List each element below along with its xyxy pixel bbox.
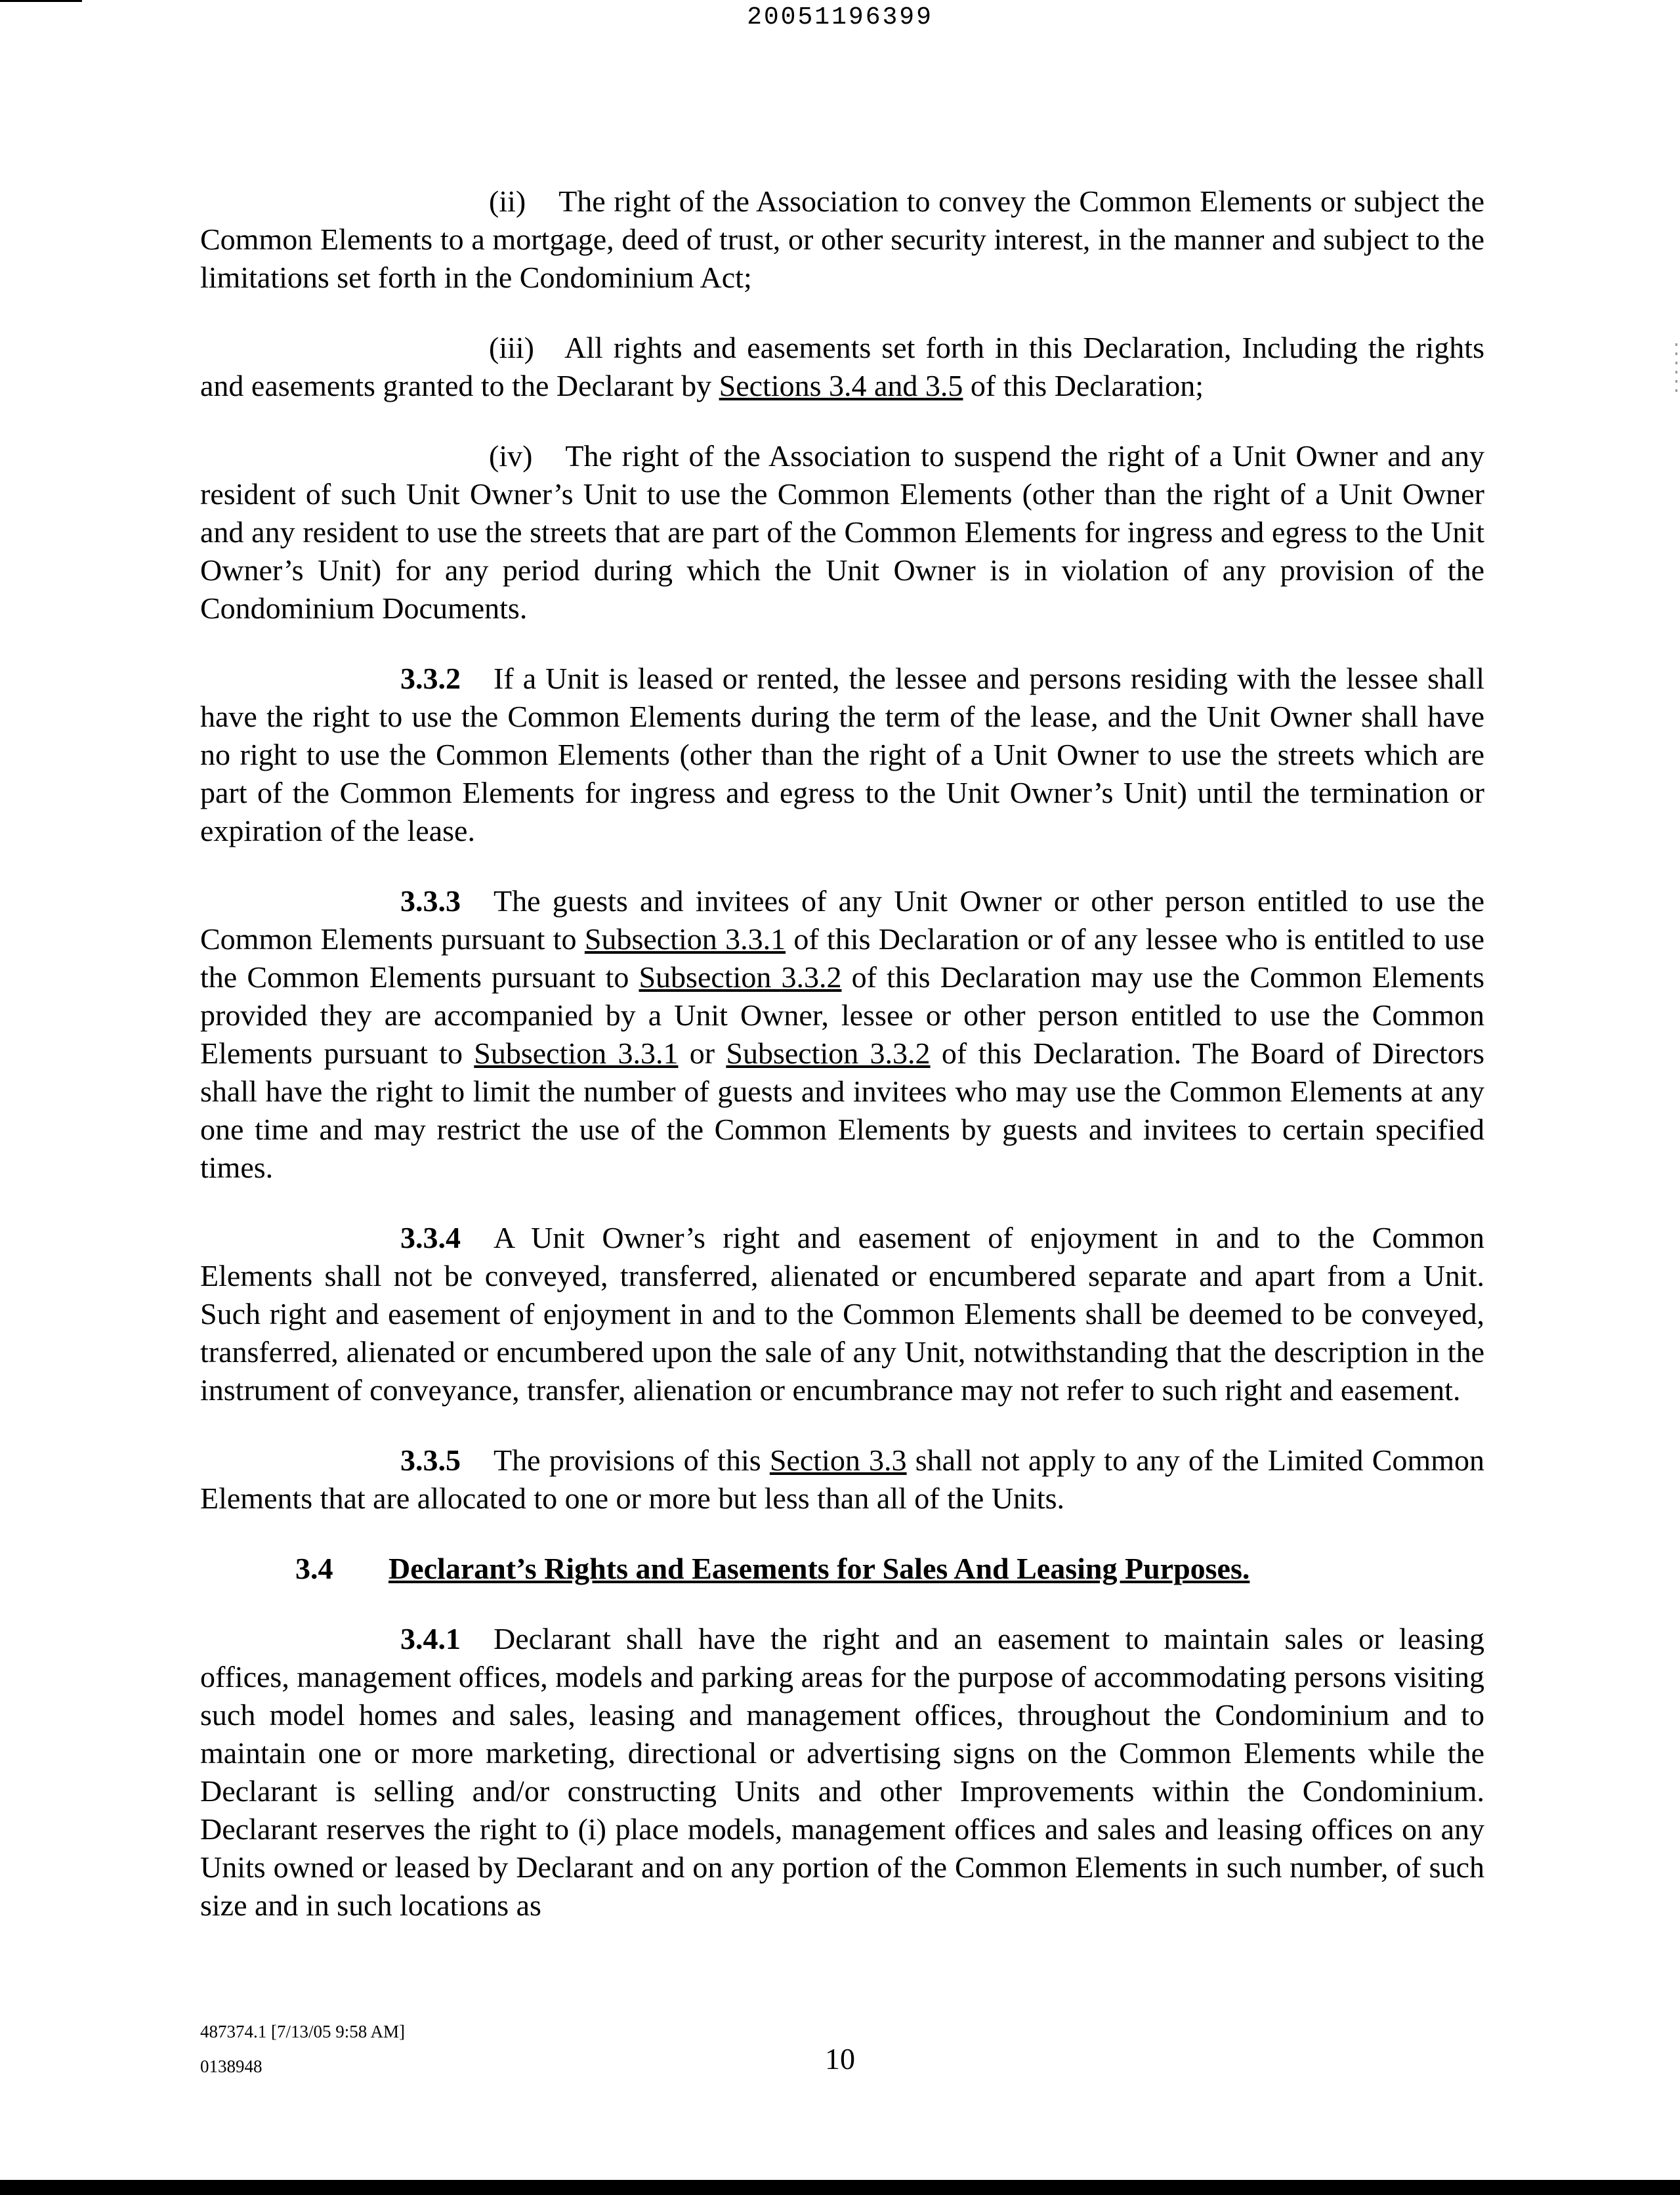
paragraph-label: 3.4.1: [400, 1622, 461, 1655]
paragraph-text: All rights and easements set forth in this Declaration, Including the rights and easements granted to the Declarant by: [200, 331, 1484, 402]
paragraph-text: of this Declaration may use the Common Elements provided they are accompanied by a Unit Owner, lessee or other person entitled to use the Common Elements pursuant to: [200, 960, 1484, 1070]
paragraph-text: shall not apply to any of the Limited Common Elements that are allocated to one or more but less than all of the Units.: [200, 1443, 1484, 1515]
subsection-reference: Subsection 3.3.2: [726, 1036, 931, 1070]
paragraph-3-4-1: [200, 1620, 1484, 1925]
page-number: 10: [825, 2042, 855, 2076]
subsection-reference: Subsection 3.3.2: [639, 960, 842, 994]
footer-document-reference: 487374.1 [7/13/05 9:58 AM]: [200, 2022, 406, 2041]
paragraph-text: of this Declaration. The Board of Directors shall have the right to limit the number of guests and invitees who may use the Common Elements at any one time and may restrict the use of the Common Elements by guests and invitees to certain specified times.: [200, 1036, 1485, 1184]
section-reference: Section 3.3: [769, 1443, 907, 1477]
paragraph-text: or: [678, 1036, 726, 1070]
subsection-reference: Subsection 3.3.1: [474, 1036, 679, 1070]
paragraph-label: (iv): [489, 439, 533, 473]
paragraph-label: 3.3.5: [400, 1443, 461, 1477]
paragraph-label: 3.3.3: [400, 884, 461, 918]
paragraph-text: The guests and invitees of any Unit Owner or other person entitled to use the Common Elements pursuant to: [200, 884, 1484, 956]
subsection-reference: Subsection 3.3.1: [584, 922, 786, 956]
paragraph-text: The right of the Association to suspend the right of a Unit Owner and any resident of such Unit Owner’s Unit to use the Common Elements (other than the right of a Unit Owner and any resident to use the streets that are part of the Common Elements for ingress and egress to the Unit Owner’s Unit) for any period during which the Unit Owner is in violation of any provision of the Condominium Documents.: [200, 439, 1484, 625]
scan-specks: [1675, 343, 1677, 396]
paragraph-text: The provisions of this: [494, 1443, 770, 1477]
section-title: Declarant’s Rights and Easements for Sales And Leasing Purposes.: [388, 1552, 1250, 1585]
paragraph-iii: [200, 329, 1484, 405]
document-number: 20051196399: [747, 3, 933, 32]
paragraph-3-3-5: [200, 1441, 1484, 1518]
paragraph-text: of this Declaration or of any lessee who is entitled to use the Common Elements pursuant to: [200, 922, 1484, 994]
footer-client-number: 0138948: [200, 2056, 262, 2076]
paragraph-text: Declarant shall have the right and an easement to maintain sales or leasing offices, management offices, models and parking areas for the purpose of accommodating persons visiting such model homes and sales, leasing and management offices, throughout the Condominium and to maintain one or more marketing, directional or advertising signs on the Common Elements while the Declarant is selling and/or constructing Units and other Improvements within the Condominium. Declarant reserves the right to (i) place models, management offices and sales and leasing offices on any Units owned or leased by Declarant and on any portion of the Common Elements in such number, of such size and in such locations as: [200, 1622, 1484, 1922]
paragraph-label: (iii): [489, 331, 534, 364]
paragraph-3-3-3: [200, 882, 1484, 1187]
document-body: [200, 182, 1484, 1957]
paragraph-ii: [200, 182, 1484, 297]
paragraph-label: 3.3.2: [400, 662, 461, 695]
section-number: 3.4: [295, 1552, 333, 1585]
paragraph-text: The right of the Association to convey the Common Elements or subject the Common Elements to a mortgage, deed of trust, or other security interest, in the manner and subject to the limitations set forth in the Condominium Act;: [200, 184, 1484, 294]
section-heading-3-4: [200, 1550, 1484, 1588]
paragraph-3-3-4: [200, 1219, 1484, 1409]
paragraph-iv: [200, 437, 1484, 628]
paragraph-text: A Unit Owner’s right and easement of enjoyment in and to the Common Elements shall not be conveyed, transferred, alienated or encumbered separate and apart from a Unit. Such right and easement of enjoyment in and to the Common Elements shall be deemed to be conveyed, transferred, alienated or encumbered upon the sale of any Unit, notwithstanding that the description in the instrument of conveyance, transfer, alienation or encumbrance may not refer to such right and easement.: [200, 1221, 1484, 1407]
paragraph-label: (ii): [489, 184, 526, 218]
paragraph-text: If a Unit is leased or rented, the lessee and persons residing with the lessee shall have the right to use the Common Elements during the term of the lease, and the Unit Owner shall have no right to use the Common Elements (other than the right of a Unit Owner to use the streets which are part of the Common Elements for ingress and egress to the Unit Owner’s Unit) until the termination or expiration of the lease.: [200, 662, 1484, 847]
paragraph-label: 3.3.4: [400, 1221, 461, 1254]
section-reference: Sections 3.4 and 3.5: [719, 369, 963, 402]
paragraph-text: of this Declaration;: [963, 369, 1204, 402]
paragraph-3-3-2: [200, 660, 1484, 850]
scan-bottom-border: [0, 2180, 1680, 2195]
